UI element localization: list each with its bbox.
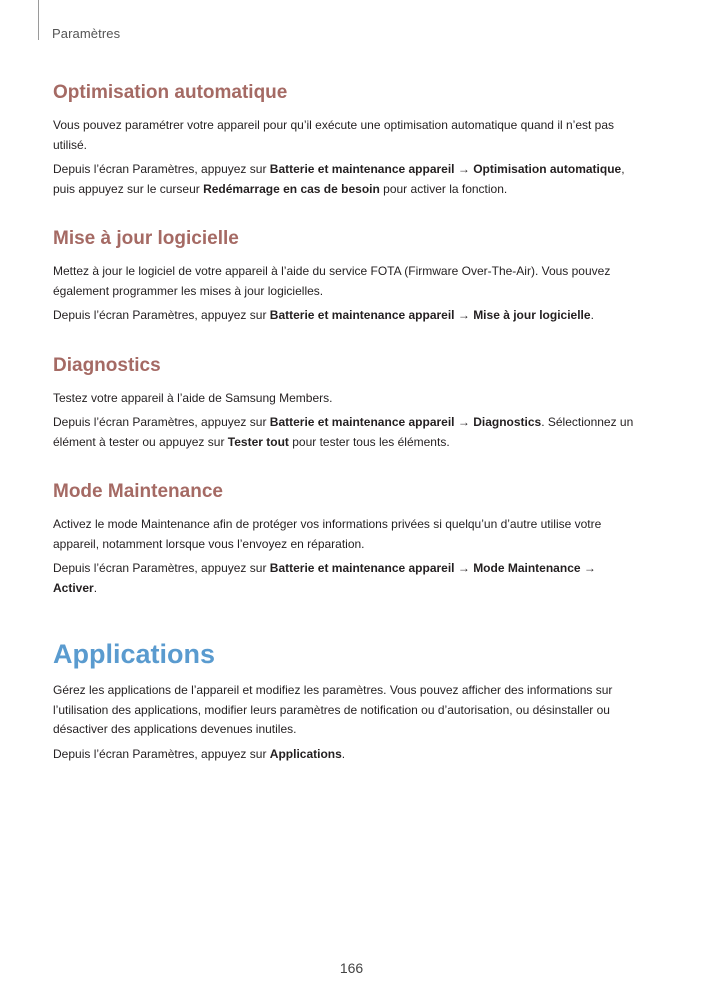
menu-path-item: Batterie et maintenance appareil [269, 162, 455, 176]
menu-path-item: Mode Maintenance [473, 561, 581, 575]
menu-path-item: Batterie et maintenance appareil [269, 415, 455, 429]
text: pour activer la fonction. [379, 181, 508, 196]
arrow-separator: → [580, 561, 596, 575]
spacer [53, 204, 643, 226]
section-mise-a-jour-logicielle [53, 226, 643, 326]
text: Depuis l’écran Paramètres, appuyez sur [53, 746, 270, 761]
text: Depuis l’écran Paramètres, appuyez sur [53, 162, 270, 176]
text: Depuis l’écran Paramètres, appuyez sur [53, 561, 270, 575]
section-instructions [53, 745, 643, 765]
section-title: Mode Maintenance [53, 481, 223, 502]
running-header: Paramètres [52, 26, 121, 41]
text: . Sélectionnez un élément à tester ou appuyez sur [53, 415, 634, 449]
section-title: Mise à jour logicielle [53, 228, 239, 249]
text: . [341, 746, 346, 761]
arrow-separator: → [454, 561, 474, 575]
menu-path-item: Batterie et maintenance appareil [269, 561, 455, 575]
arrow-separator: → [454, 162, 474, 176]
menu-path-item: Redémarrage en cas de besoin [203, 181, 380, 196]
section-mode-maintenance [53, 479, 643, 598]
section-diagnostics [53, 353, 643, 453]
spacer [53, 331, 643, 353]
text: , puis appuyez sur le curseur [53, 162, 625, 196]
section-paragraph: Vous pouvez paramétrer votre appareil pour qu’il exécute une optimisation automatique quand il n’est pas utilisé. [53, 118, 615, 152]
menu-path-item: Diagnostics [473, 415, 542, 429]
text: Depuis l’écran Paramètres, appuyez sur [53, 415, 270, 429]
menu-path-item: Batterie et maintenance appareil [269, 308, 455, 322]
section-paragraph: Testez votre appareil à l’aide de Samsung Members. [53, 390, 333, 405]
section-paragraph: Gérez les applications de l’appareil et modifiez les paramètres. Vous pouvez afficher des informations sur l’utilisation des applications, modifier leurs paramètres de notification ou d’autorisation, ou désinstaller ou désactiver des applications devenues inutiles. [53, 683, 613, 736]
section-instructions [53, 160, 643, 199]
arrow-separator: → [454, 415, 474, 429]
section-instructions [53, 559, 643, 598]
section-instructions [53, 413, 643, 452]
section-paragraph: Activez le mode Maintenance afin de protéger vos informations privées si quelqu’un d’autre utilise votre appareil, notamment lorsque vous l’envoyez en réparation. [53, 517, 602, 551]
text: . [93, 580, 98, 595]
spacer [53, 603, 643, 637]
menu-path-item: Mise à jour logicielle [473, 308, 591, 322]
section-instructions [53, 306, 643, 326]
section-optimisation-automatique [53, 80, 643, 199]
menu-path-item: Optimisation automatique [473, 162, 622, 176]
menu-path-item: Tester tout [227, 434, 289, 449]
text: pour tester tous les éléments. [288, 434, 450, 449]
section-applications [53, 637, 643, 764]
section-title: Diagnostics [53, 354, 161, 376]
text: Depuis l’écran Paramètres, appuyez sur [53, 308, 270, 322]
arrow-separator: → [454, 308, 474, 322]
spacer [53, 457, 643, 479]
chapter-title: Applications [53, 639, 216, 669]
section-title: Optimisation automatique [53, 82, 288, 103]
page-content [53, 80, 643, 769]
menu-path-item: Activer [53, 580, 94, 595]
section-paragraph: Mettez à jour le logiciel de votre appareil à l’aide du service FOTA (Firmware Over-The-Air). Vous pouvez également programmer les mises à jour logicielles. [53, 264, 611, 298]
text: . [590, 308, 594, 322]
menu-path-item: Applications [269, 746, 342, 761]
page-number: 166 [339, 960, 364, 976]
header-rule [38, 0, 39, 40]
